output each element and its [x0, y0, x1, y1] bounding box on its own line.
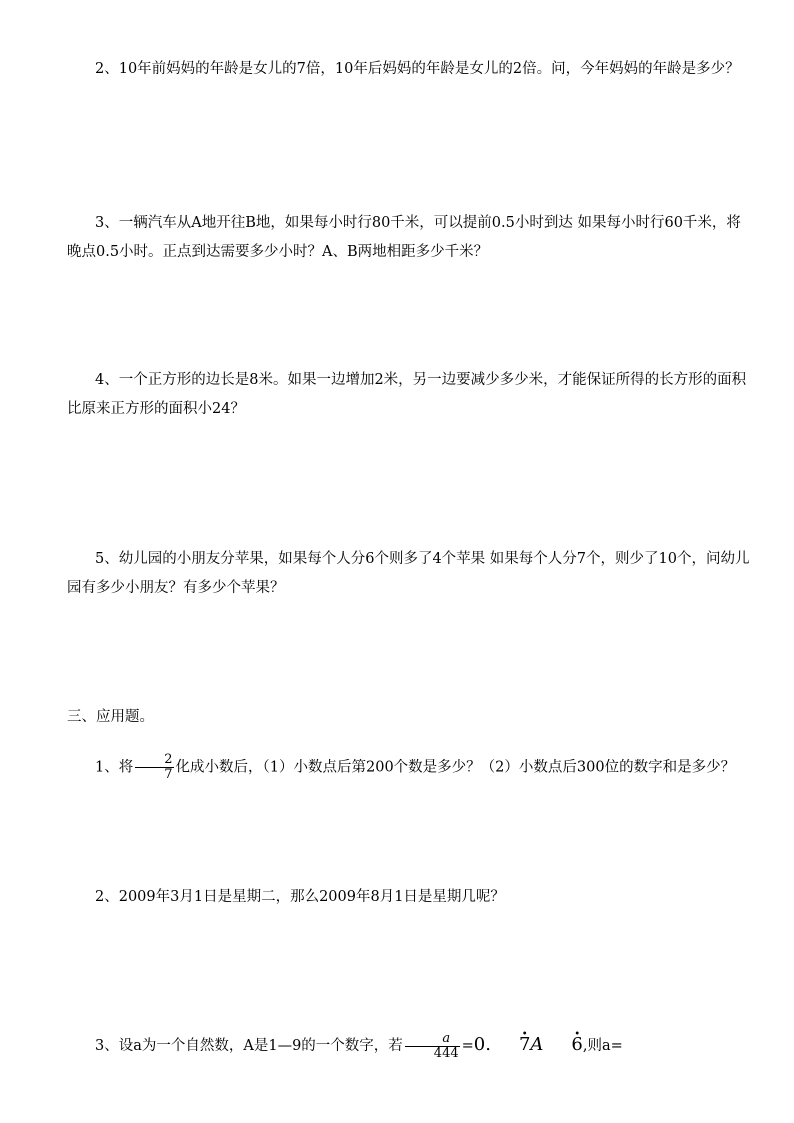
- fraction-numerator: a: [442, 1030, 451, 1046]
- q1-prefix: 1、将: [95, 759, 134, 776]
- fraction-denominator: 444: [405, 1046, 460, 1061]
- repeating-digit-start: • 7: [491, 1030, 530, 1059]
- fraction-denominator: 7: [135, 767, 173, 782]
- q3-prefix: 3、设a为一个自然数，A是1—9的一个数字，若: [95, 1038, 403, 1054]
- fraction-a-444: [405, 1032, 460, 1061]
- app-question-3: [67, 1030, 753, 1061]
- fraction-numerator: 2: [164, 752, 173, 767]
- unknown-digit: A: [530, 1034, 544, 1055]
- problem-3: 3、一辆汽车从A地开往B地，如果每小时行80千米，可以提前0.5小时到达 如果每小时行60千米，将晚点0.5小时。正点到达需要多少小时？A、B两地相距多少千米？: [67, 215, 741, 260]
- decimal-lead: 0.: [473, 1034, 491, 1055]
- q3-suffix: ,则a=: [582, 1038, 623, 1054]
- equals-sign: =: [461, 1038, 474, 1054]
- problem-4: 4、一个正方形的边长是8米。如果一边增加2米，另一边要减少多少米，才能保证所得的长方形的面积比原来正方形的面积小24？: [67, 372, 747, 417]
- app-question-2: 2、2009年3月1日是星期二，那么2009年8月1日是星期几呢？: [95, 889, 505, 905]
- problem-5: 5、幼儿园的小朋友分苹果，如果每个人分6个则多了4个苹果 如果每个人分7个，则少了10个，问幼儿园有多少小朋友？有多少个苹果？: [67, 551, 750, 596]
- repeating-digit-end: • 6: [543, 1030, 582, 1059]
- repeating-decimal: [474, 1034, 583, 1055]
- q1-suffix: 化成小数后，（1）小数点后第200个数是多少？（2）小数点后300位的数字和是多少？: [175, 759, 736, 776]
- app-question-1: [67, 753, 753, 783]
- fraction-2-7: [135, 753, 173, 782]
- section-heading: 三、应用题。: [67, 709, 154, 725]
- problem-2: 2、10年前妈妈的年龄是女儿的7倍，10年后妈妈的年龄是女儿的2倍。问，今年妈妈的年龄是多少？: [95, 61, 740, 77]
